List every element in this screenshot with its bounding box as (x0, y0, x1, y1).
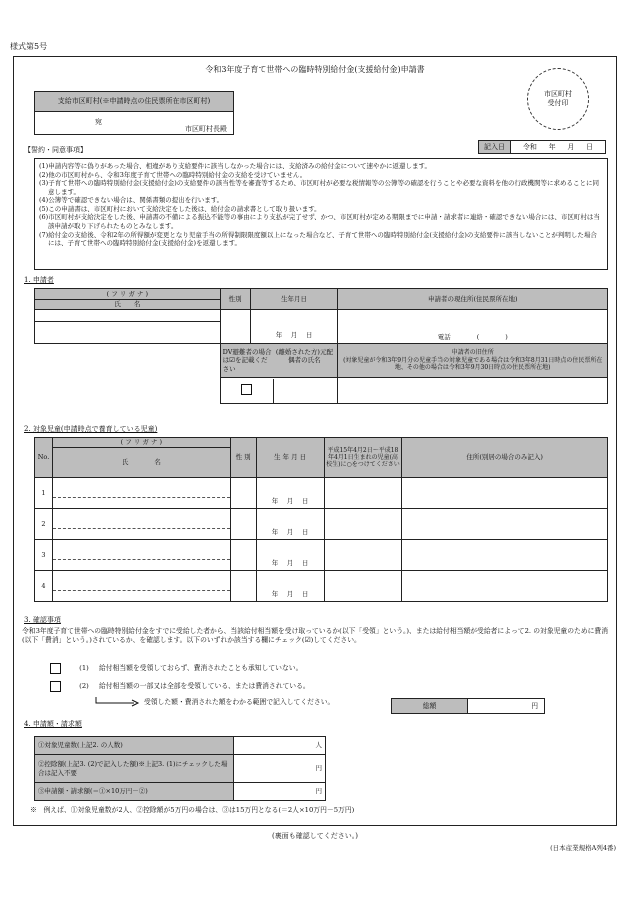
applicant-address-field[interactable] (338, 310, 608, 344)
children-no-label: No. (35, 438, 53, 478)
pledge-box (34, 158, 608, 270)
applicant-name-field[interactable] (35, 322, 221, 344)
child-address-field[interactable] (402, 540, 608, 571)
total-label: 総額 (392, 699, 468, 713)
child-highschool-field[interactable] (324, 509, 402, 540)
applicant-table (34, 288, 608, 404)
form-number: 様式第5号 (10, 42, 48, 51)
children-name-label: 氏 名 (52, 448, 230, 478)
old-address-field[interactable] (338, 378, 608, 404)
child-address-field[interactable] (402, 509, 608, 540)
pledge-item: (6)市区町村が支給決定をした後、申請書の不備による振込不能等の事由により支払が完了せず、かつ、市区町村が定める期限までに申請・請求者に連絡・確認できない場合には、市区町村は当該申請が取り下げられたものとみなします。 (39, 213, 600, 231)
child-dob-field[interactable]: 年 月 日 (256, 478, 324, 509)
form-title: 令和3年度子育て世帯への臨時特別給付金(支援給付金)申請書 (205, 65, 425, 74)
address-to: 宛 (95, 118, 102, 126)
child-highschool-field[interactable] (324, 540, 402, 571)
section1-heading: 1. 申請者 (24, 276, 54, 284)
section3-heading: 3. 確認事項 (24, 616, 61, 624)
children-table (34, 437, 608, 602)
reception-stamp-area (527, 68, 589, 130)
address-box (34, 91, 234, 135)
back-note: (裏面も確認してください。) (272, 832, 358, 840)
address-mayor: 市区町村長殿 (185, 125, 227, 133)
child-address-field[interactable] (402, 571, 608, 602)
child-name-field[interactable] (52, 571, 230, 602)
child-row-number: 3 (35, 540, 53, 571)
option-2[interactable] (50, 681, 310, 692)
applicant-sex-field[interactable] (220, 310, 250, 344)
filled-date-month: 月 (567, 142, 575, 151)
applicant-phone: 電話 ( ) (437, 332, 508, 341)
deduction-label: ②控除額(上記3. (2)で記入した額)※上記3. (1)にチェックした場合は記入不要 (35, 755, 234, 783)
amount-table (34, 736, 326, 801)
pledge-item: (5)この申請書は、市区町村において支給決定をした後は、給付金の請求書として取り扱います。 (39, 204, 321, 213)
section2-heading: 2. 対象児童(申請時点で養育している児童) (24, 425, 158, 433)
child-row (35, 540, 608, 571)
applicant-furigana-label: ( フ リ ガ ナ ) (35, 289, 221, 300)
option-1-checkbox[interactable] (50, 663, 61, 674)
child-name-field[interactable] (52, 540, 230, 571)
child-row (35, 478, 608, 509)
children-furigana-label: ( フ リ ガ ナ ) (52, 438, 230, 448)
child-name-field[interactable] (52, 509, 230, 540)
option-1[interactable] (50, 663, 302, 674)
ex-spouse-label: (離婚された方)元配偶者の氏名 (275, 348, 333, 365)
calculation-example: ※ 例えば、①対象児童数が2人、②控除額が5万円の場合は、③は15万円となる(＝2人×10万円－5万円) (30, 806, 355, 814)
child-dob-field[interactable]: 年 月 日 (256, 571, 324, 602)
child-dob-field[interactable]: 年 月 日 (256, 540, 324, 571)
child-row-number: 4 (35, 571, 53, 602)
total-unit: 円 (531, 701, 538, 710)
child-address-field[interactable] (402, 478, 608, 509)
filled-date-year: 年 (548, 142, 556, 151)
children-highschool-label: 平成15年4月2日〜平成18年4月1日生まれの児童(高校生)に○をつけてください (324, 438, 402, 478)
applicant-dob-label: 生年月日 (250, 289, 338, 310)
pledge-item: (7)給付金の支給後、令和2年の所得額が変更となり児童手当の所得制限限度額以上になった場合など、子育て世帯への臨時特別給付金(支援給付金)の支給要件に該当しないことが判明した場合には、子育て世帯への臨時特別給付金(支援給付金)を返還します。 (39, 230, 597, 248)
child-dob-field[interactable]: 年 月 日 (256, 509, 324, 540)
child-sex-field[interactable] (230, 571, 256, 602)
amount-note (94, 697, 334, 707)
pledge-item: (4)公簿等で確認できない場合は、関係書類の提出を行います。 (39, 196, 224, 205)
count-field[interactable]: 人 (234, 737, 326, 755)
pledge-item: (1)申請内容等に偽りがあった場合、相違があり支給要件に該当しなかった場合には、支給済みの給付金について速やかに返還します。 (39, 162, 431, 170)
pledge-item: (2)他の市区町村から、令和3年度子育て世帯への臨時特別給付金の支給を受けていません。 (39, 170, 307, 179)
child-highschool-field[interactable] (324, 478, 402, 509)
request-field[interactable]: 円 (234, 783, 326, 801)
pledge-heading: 【誓約・同意事項】 (24, 146, 87, 154)
pledge-item: (3)子育て世帯への臨時特別給付金(支援給付金)の支給要件の該当性等を審査等するため、市区町村が必要な税情報等の公簿等の確認を行うことや必要な資料を他の行政機関等に求めることに同意します。 (39, 179, 600, 196)
child-sex-field[interactable] (230, 540, 256, 571)
children-sex-label: 性 別 (230, 438, 256, 478)
children-dob-label: 生 年 月 日 (256, 438, 324, 478)
applicant-dob-field[interactable]: 年 月 日 (250, 310, 338, 344)
children-address-label: 住所(別居の場合のみ記入) (402, 438, 608, 478)
child-sex-field[interactable] (230, 478, 256, 509)
section3-text: 令和3年度子育て世帯への臨時特別給付金をすでに受給した者から、当該給付相当額を受け取っているか(以下「受領」という。)、または給付相当額が受給者によって2. の対象児童のために費消(以下「費消」という。)されているか、を確認します。以下のいずれか該当する欄にチェック(☑)してください。 (22, 627, 609, 644)
jis-note: (日本産業規格A列4番) (550, 844, 616, 852)
child-highschool-field[interactable] (324, 571, 402, 602)
request-label: ③申請額・請求額(＝①×10万円－②) (35, 783, 234, 801)
child-row (35, 509, 608, 540)
total-amount[interactable] (391, 698, 545, 714)
filled-date-label: 記入日 (479, 141, 511, 153)
old-address-title: 申請者の旧住所 (451, 349, 494, 357)
old-address-note: (対象児童が令和3年9月分の児童手当の対象児童である場合は令和3年8月31日時点の住民票所在地、その他の場合は令和3年9月30日時点の住民票所在地) (343, 356, 603, 372)
dv-checkbox[interactable] (241, 384, 252, 395)
applicant-sex-label: 性別 (220, 289, 250, 310)
child-row-number: 1 (35, 478, 53, 509)
total-field[interactable] (468, 699, 544, 713)
stamp-line1: 市区町村 (544, 90, 572, 99)
filled-date-day: 日 (586, 142, 594, 151)
filled-date-era: 令和 (522, 142, 537, 151)
section4-heading: 4. 申請額・請求額 (24, 720, 82, 728)
applicant-furigana-field[interactable] (35, 310, 221, 322)
applicant-address-label: 申請者の現住所(住民票所在地) (338, 289, 608, 310)
count-label: ①対象児童数(上記2. の人数) (35, 737, 234, 755)
option-2-checkbox[interactable] (50, 681, 61, 692)
stamp-line2: 受付印 (547, 99, 569, 107)
dv-label: DV避難者の場合は☑を記載ください (222, 348, 272, 373)
option-1-text: 給付相当額を受領しておらず、費消されたことも承知していない。 (99, 664, 303, 673)
filled-date[interactable] (478, 140, 606, 154)
deduction-field[interactable]: 円 (234, 755, 326, 783)
option-2-number: (2) (79, 682, 89, 691)
applicant-name-label: 氏 名 (35, 300, 221, 310)
amount-note-text: 受領した額・費消された額をわかる範囲で記入してください。 (144, 697, 335, 706)
child-row (35, 571, 608, 602)
child-row-number: 2 (35, 509, 53, 540)
arrow-icon (94, 697, 144, 707)
child-name-field[interactable] (52, 478, 230, 509)
option-1-number: (1) (79, 664, 89, 673)
ex-spouse-field[interactable] (273, 379, 337, 403)
option-2-text: 給付相当額の一部又は全部を受領している、または費消されている。 (99, 682, 310, 691)
address-box-header: 支給市区町村(※申請時点の住民票所在市区町村) (35, 92, 233, 112)
child-sex-field[interactable] (230, 509, 256, 540)
